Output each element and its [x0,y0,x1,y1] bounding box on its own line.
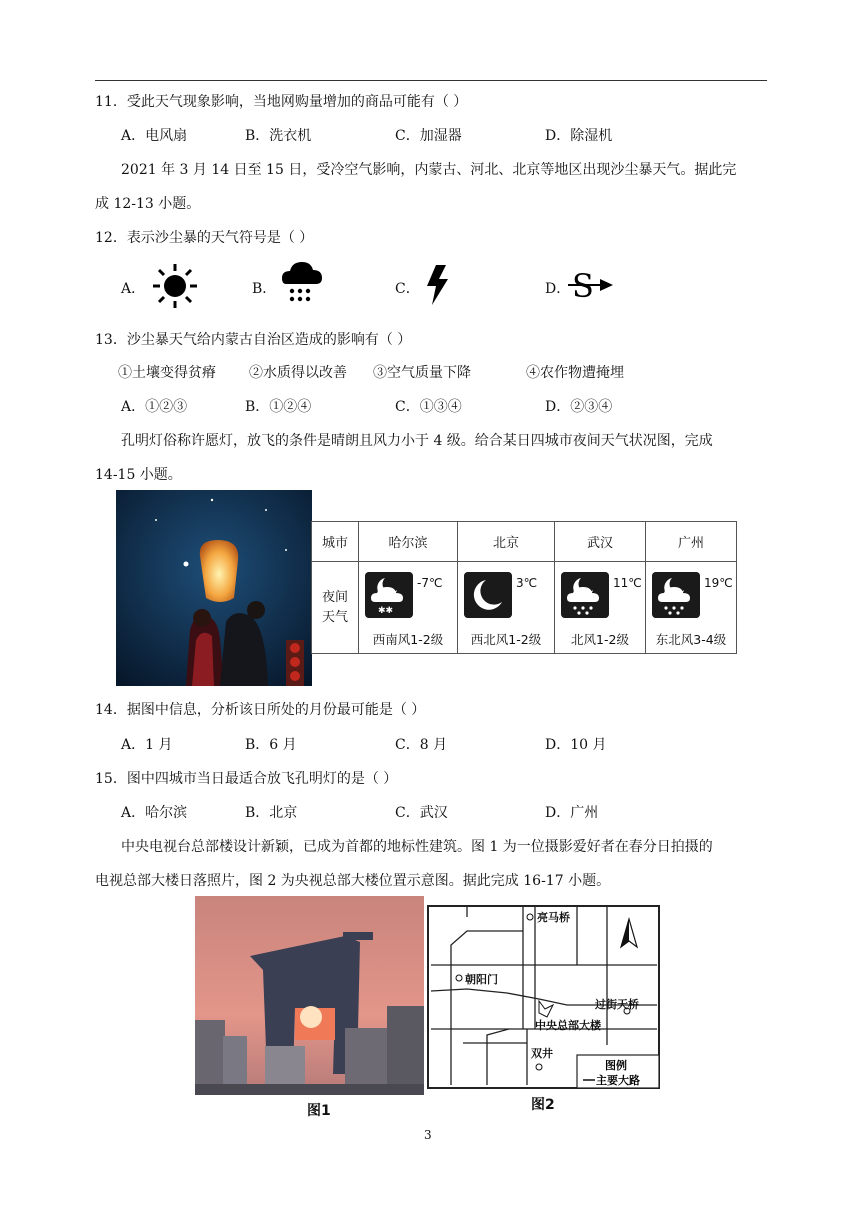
q13-item-4: ④农作物遭掩埋 [526,365,624,381]
q13-item-2: ②水质得以改善 [249,365,347,381]
intro12-line1: 2021 年 3 月 14 日至 15 日，受冷空气影响，内蒙古、河北、北京等地区出现沙尘暴天气。据此完 [121,162,737,178]
q14-option-c: C．8 月 [395,737,448,753]
rain-cloud-icon [280,258,324,308]
q14-option-b: B．6 月 [245,737,297,753]
q13-item-1: ①土壤变得贫瘠 [118,365,216,381]
intro16-line1: 中央电视台总部楼设计新颖，已成为首都的地标性建筑。图 1 为一位摄影爱好者在春分日拍摄的 [121,839,713,855]
map-label-shuangjing: 双井 [531,1047,553,1060]
q15-option-b: B．北京 [245,805,298,821]
q12-stem: 12．表示沙尘暴的天气符号是（ ） [95,230,314,246]
q12-label-b: B． [252,281,277,297]
city-name-harbin: 哈尔滨 [359,522,458,562]
q13-option-c: C．①③④ [395,399,462,415]
sky-lantern-photo [116,490,312,686]
q15-stem: 15．图中四城市当日最适合放飞孔明灯的是（ ） [95,771,398,787]
q14-option-a: A．1 月 [121,737,173,753]
temp-wuhan: 11℃ [613,576,642,590]
q11-option-b: B．洗衣机 [245,128,312,144]
temp-harbin: -7℃ [417,576,443,590]
temp-beijing: 3℃ [516,576,538,590]
intro12-line2: 成 12-13 小题。 [95,196,201,212]
q14-stem: 14．据图中信息，分析该日所处的月份最可能是（ ） [95,702,426,718]
q13-option-d: D．②③④ [545,399,613,415]
q13-option-a: A．①②③ [121,399,188,415]
rain-night-icon [561,572,609,618]
map-label-pedestrian-bridge: 过街天桥 [595,998,639,1011]
q11-option-a: A．电风扇 [121,128,188,144]
intro16-line2: 电视总部大楼日落照片，图 2 为央视总部大楼位置示意图。据此完成 16-17 小题。 [95,873,611,889]
q11-stem: 11．受此天气现象影响，当地网购量增加的商品可能有（ ） [95,94,468,110]
wind-guangzhou: 东北风3-4级 [655,632,727,647]
q14-option-d: D．10 月 [545,737,607,753]
weather-cell-harbin [359,562,458,654]
intro14-line2: 14-15 小题。 [95,467,182,483]
weather-cell-guangzhou [646,562,737,654]
svg-text:S: S [572,267,594,304]
sandstorm-icon [566,266,616,304]
header-rule [95,80,767,81]
sun-icon [150,262,200,310]
map-legend-title: 图例 [605,1059,627,1072]
map-label-cctv-hq: 中央总部大楼 [535,1019,601,1032]
cctv-sunset-photo [195,896,424,1095]
page-number: 3 [424,1128,432,1142]
city-weather-table [311,521,737,654]
figure2-caption: 图2 [531,1097,555,1113]
map-legend-item: 主要大路 [596,1074,640,1087]
q15-option-d: D．广州 [545,805,599,821]
q11-option-c: C．加湿器 [395,128,462,144]
cctv-location-map [427,905,660,1089]
city-name-beijing: 北京 [458,522,555,562]
map-label-chaoyangmen: 朝阳门 [465,973,498,986]
wind-wuhan: 北风1-2级 [571,632,629,647]
night-weather-label [312,562,359,654]
q13-item-3: ③空气质量下降 [373,365,471,381]
wind-beijing: 西北风1-2级 [470,632,542,647]
map-label-liangmaqiao: 亮马桥 [537,911,570,924]
weather-cell-wuhan [555,562,646,654]
city-name-guangzhou: 广州 [646,522,737,562]
night-weather-label-text: 夜间 天气 [321,589,348,625]
q11-option-d: D．除湿机 [545,128,613,144]
q12-label-a: A． [121,281,146,297]
q13-stem: 13．沙尘暴天气给内蒙古自治区造成的影响有（ ） [95,332,412,348]
weather-cell-beijing [458,562,555,654]
q12-label-c: C． [395,281,420,297]
city-name-wuhan: 武汉 [555,522,646,562]
svg-text:✱✱: ✱✱ [378,606,394,616]
temp-guangzhou: 19℃ [704,576,733,590]
snow-night-icon [365,572,413,618]
q15-option-c: C．武汉 [395,805,448,821]
moon-icon [464,572,512,618]
figure1-caption: 图1 [307,1103,331,1119]
q13-option-b: B．①②④ [245,399,312,415]
lightning-icon [424,264,452,306]
q12-label-d: D． [545,281,571,297]
rain-night-icon [652,572,700,618]
table-header-label: 城市 [312,522,359,562]
intro14-line1: 孔明灯俗称许愿灯，放飞的条件是晴朗且风力小于 4 级。给合某日四城市夜间天气状况图，完成 [121,433,713,449]
wind-harbin: 西南风1-2级 [372,632,444,647]
q15-option-a: A．哈尔滨 [121,805,188,821]
